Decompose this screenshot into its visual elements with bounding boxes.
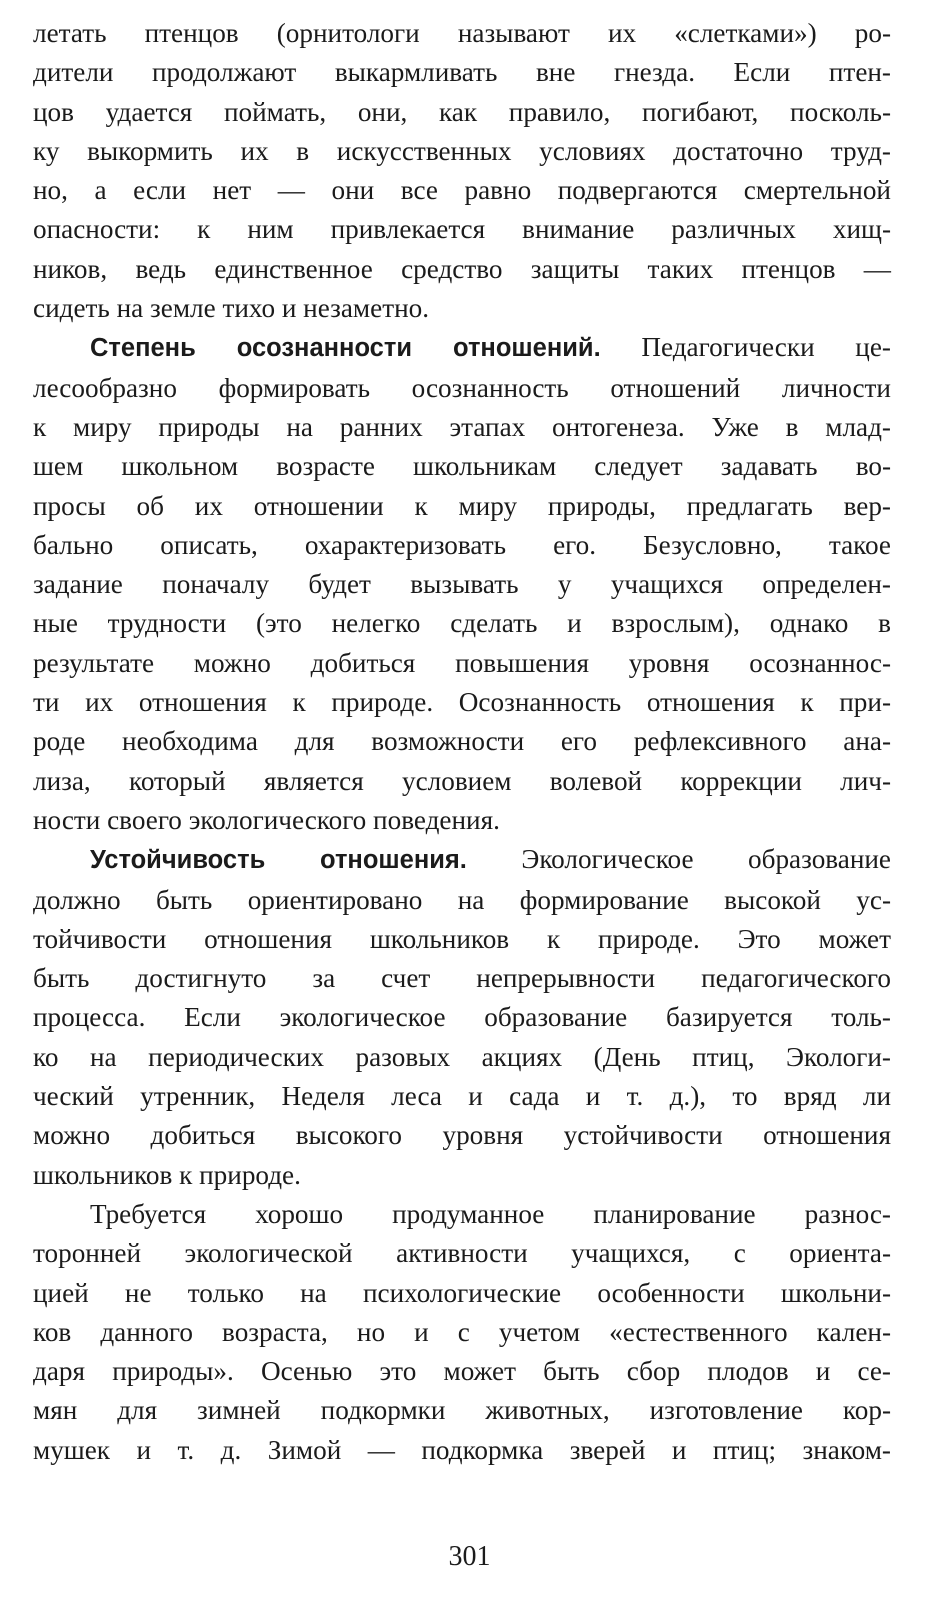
text-line: ные трудности (это нелегко сделать и взрослым), однако в	[33, 608, 891, 639]
text-line: Требуется хорошо продуманное планирование разнос-	[90, 1198, 891, 1229]
page-number: 301	[448, 1541, 491, 1572]
text-line: летать птенцов (орнитологи называют их «слетками») ро-	[33, 18, 891, 48]
text-line: лиза, который является условием волевой коррекции лич-	[33, 765, 891, 796]
text-line	[33, 840, 891, 880]
text-line: лесообразно формировать осознанность отношений личности	[33, 372, 891, 403]
text-line: мушек и т. д. Зимой — подкормка зверей и птиц; знаком-	[33, 1434, 891, 1465]
text-line: результате можно добиться повышения уровня осознаннос-	[33, 647, 891, 678]
page-body	[33, 14, 891, 1470]
text-fragment: Экологическое образование	[521, 844, 891, 875]
text-line: мян для зимней подкормки животных, изготовление кор-	[33, 1395, 891, 1426]
text-line: опасности: к ним привлекается внимание различных хищ-	[33, 214, 891, 245]
paragraph	[33, 328, 891, 840]
text-line: ческий утренник, Неделя леса и сада и т. д.), то вряд ли	[33, 1081, 891, 1112]
text-line: дители продолжают выкармливать вне гнезда. Если птен-	[33, 57, 891, 88]
text-line: ников, ведь единственное средство защиты таких птенцов —	[33, 253, 891, 284]
text-line: торонней экологической активности учащихся, с ориента-	[33, 1238, 891, 1269]
text-fragment: Педагогически це-	[641, 332, 891, 363]
text-line: ко на периодических разовых акциях (День птиц, Экологи-	[33, 1041, 891, 1072]
text-line: можно добиться высокого уровня устойчивости отношения	[33, 1120, 891, 1151]
section-heading: Степень осознанности отношений.	[90, 334, 601, 363]
text-line: бально описать, охарактеризовать его. Безусловно, такое	[33, 529, 891, 560]
text-line: сидеть на земле тихо и незаметно.	[33, 293, 430, 324]
text-line: цов удается поймать, они, как правило, погибают, посколь-	[33, 96, 891, 127]
text-line: роде необходима для возможности его рефлексивного ана-	[33, 726, 891, 757]
text-line: задание поначалу будет вызывать у учащихся определен-	[33, 569, 891, 600]
text-line: просы об их отношении к миру природы, предлагать вер-	[33, 490, 891, 521]
paragraph	[33, 14, 891, 328]
section-heading: Устойчивость отношения.	[90, 846, 467, 875]
text-line: ков данного возраста, но и с учетом «естественного кален-	[33, 1316, 891, 1347]
text-line: должно быть ориентировано на формирование высокой ус-	[33, 884, 891, 915]
paragraph	[33, 840, 891, 1195]
text-line: но, а если нет — они все равно подвергаются смертельной	[33, 175, 891, 206]
text-line: процесса. Если экологическое образование базируется толь-	[33, 1002, 891, 1033]
text-line: цией не только на психологические особенности школьни-	[33, 1277, 891, 1308]
paragraph	[33, 1195, 891, 1470]
text-line: к миру природы на ранних этапах онтогенеза. Уже в млад-	[33, 411, 891, 442]
text-line: школьников к природе.	[33, 1159, 301, 1190]
text-line: быть достигнуто за счет непрерывности педагогического	[33, 963, 891, 994]
text-line: ку выкормить их в искусственных условиях достаточно труд-	[33, 135, 891, 166]
text-line: ти их отношения к природе. Осознанность отношения к при-	[33, 687, 891, 718]
text-line: тойчивости отношения школьников к природе. Это может	[33, 923, 891, 954]
text-line: ности своего экологического поведения.	[33, 804, 500, 835]
text-line: даря природы». Осенью это может быть сбор плодов и се-	[33, 1356, 891, 1387]
text-line: шем школьном возрасте школьникам следует задавать во-	[33, 451, 891, 482]
text-line	[33, 328, 891, 368]
